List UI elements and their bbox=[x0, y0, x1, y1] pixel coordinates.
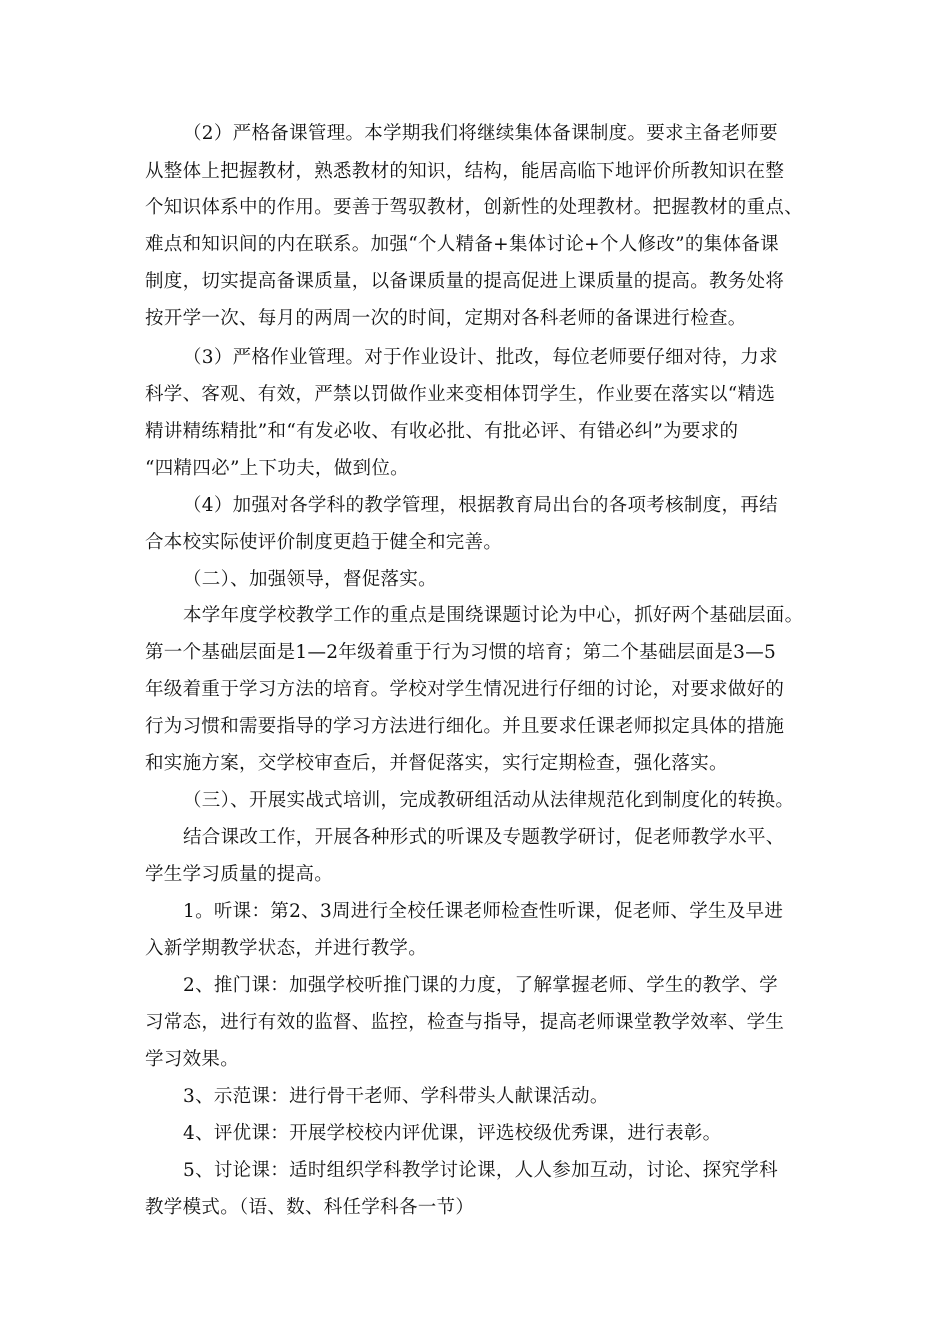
text-line: （4）加强对各学科的教学管理，根据教育局出台的各项考核制度，再结 bbox=[183, 495, 778, 516]
text-line: 习常态，进行有效的监督、监控，检查与指导，提高老师课堂教学效率、学生 bbox=[145, 1012, 785, 1033]
text-line: 科学、客观、有效，严禁以罚做作业来变相体罚学生，作业要在落实以“精选 bbox=[145, 384, 776, 405]
section-heading: （三）、开展实战式培训，完成教研组活动从法律规范化到制度化的转换。 bbox=[183, 790, 795, 811]
text-line: （2）严格备课管理。本学期我们将继续集体备课制度。要求主备老师要 bbox=[183, 123, 778, 144]
text-line: “四精四必”上下功夫，做到位。 bbox=[145, 458, 409, 479]
text-line: 年级着重于学习方法的培育。学校对学生情况进行仔细的讨论，对要求做好的 bbox=[145, 679, 785, 700]
section-heading: （二）、加强领导，督促落实。 bbox=[183, 569, 437, 590]
text-line: 制度，切实提高备课质量，以备课质量的提高促进上课质量的提高。教务处将 bbox=[145, 271, 785, 292]
text-line: 从整体上把握教材，熟悉教材的知识，结构，能居高临下地评价所教知识在整 bbox=[145, 161, 785, 182]
text-line: 2、推门课：加强学校听推门课的力度，了解掌握老师、学生的教学、学 bbox=[183, 975, 778, 996]
text-line: 学习效果。 bbox=[145, 1049, 240, 1070]
text-line: 入新学期教学状态，并进行教学。 bbox=[145, 938, 428, 959]
text-line: 学生学习质量的提高。 bbox=[145, 864, 334, 885]
text-line: 4、评优课：开展学校校内评优课，评选校级优秀课，进行表彰。 bbox=[183, 1123, 722, 1144]
text-line: 结合课改工作，开展各种形式的听课及专题教学研讨，促老师教学水平、 bbox=[183, 827, 785, 848]
text-line: 和实施方案，交学校审查后，并督促落实，实行定期检查，强化落实。 bbox=[145, 753, 728, 774]
text-line: 第一个基础层面是1—2年级着重于行为习惯的培育；第二个基础层面是3—5 bbox=[145, 642, 777, 663]
text-line: 1。听课：第2、3周进行全校任课老师检查性听课，促老师、学生及早进 bbox=[183, 901, 784, 922]
text-line: 按开学一次、每月的两周一次的时间，定期对各科老师的备课进行检查。 bbox=[145, 308, 747, 329]
text-line: 教学模式。（语、数、科任学科各一节） bbox=[145, 1197, 475, 1218]
text-line: 本学年度学校教学工作的重点是围绕课题讨论为中心，抓好两个基础层面。 bbox=[183, 605, 804, 626]
text-line: 难点和知识间的内在联系。加强“个人精备+集体讨论+个人修改”的集体备课 bbox=[145, 234, 779, 255]
text-line: 行为习惯和需要指导的学习方法进行细化。并且要求任课老师拟定具体的措施 bbox=[145, 716, 785, 737]
text-line: 个知识体系中的作用。要善于驾驭教材，创新性的处理教材。把握教材的重点、 bbox=[145, 197, 804, 218]
text-line: 5、讨论课：适时组织学科教学讨论课，人人参加互动，讨论、探究学科 bbox=[183, 1160, 778, 1181]
text-line: 精讲精练精批”和“有发必收、有收必批、有批必评、有错必纠”为要求的 bbox=[145, 421, 739, 442]
text-line: （3）严格作业管理。对于作业设计、批改，每位老师要仔细对待，力求 bbox=[183, 347, 778, 368]
text-line: 合本校实际使评价制度更趋于健全和完善。 bbox=[145, 532, 503, 553]
text-line: 3、示范课：进行骨干老师、学科带头人献课活动。 bbox=[183, 1086, 609, 1107]
